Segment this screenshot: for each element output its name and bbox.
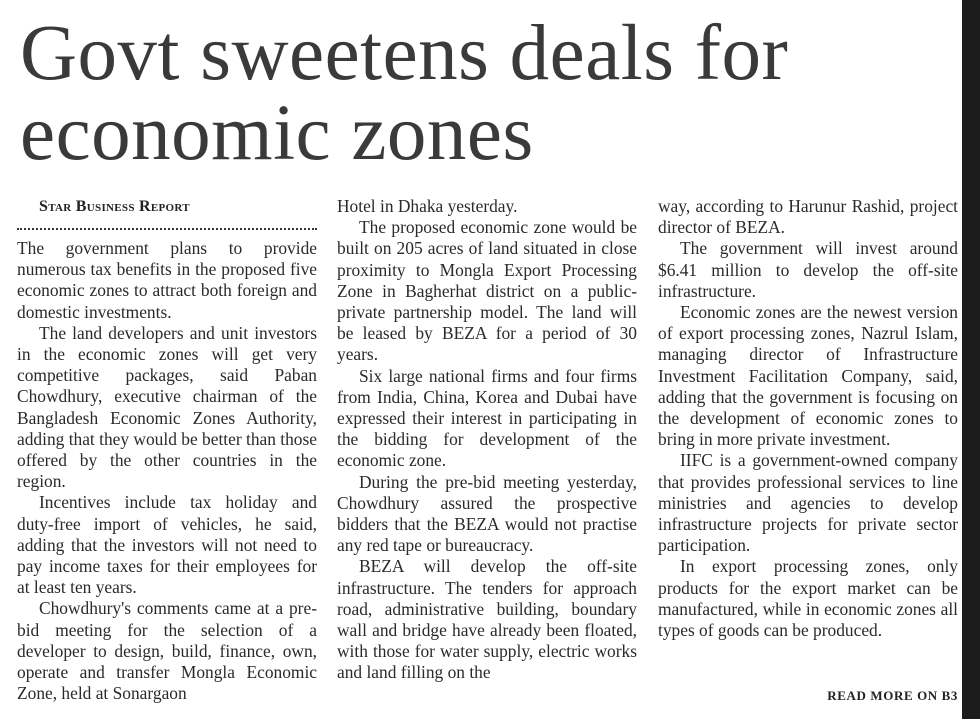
paragraph: The government plans to provide numerous tax benefits in the proposed five economic zones to attract both foreign and domestic investments. — [17, 238, 317, 322]
paragraph: Chowdhury's comments came at a pre-bid meeting for the selection of a developer to design, build, finance, own, operate and transfer Mongla Economic Zone, held at Sonargaon — [17, 598, 317, 704]
paragraph: During the pre-bid meeting yesterday, Chowdhury assured the prospective bidders that the BEZA would not practise any red tape or bureaucracy. — [337, 471, 637, 556]
byline-divider — [17, 220, 317, 230]
paragraph: The land developers and unit investors in the economic zones will get very competitive packages, said Paban Chowdhury, executive chairman of the Bangladesh Economic Zones Authority, adding that they would be better than those offered by the other countries in the region. — [17, 322, 317, 492]
paragraph: The government will invest around $6.41 million to develop the off-site infrastructure. — [658, 238, 958, 301]
article-body — [17, 196, 961, 710]
paragraph: Incentives include tax holiday and duty-free import of vehicles, he said, adding that the investors will not need to pay income taxes for their employees for at least ten years. — [17, 492, 317, 598]
column-2 — [337, 196, 637, 684]
paragraph: Six large national firms and four firms from India, China, Korea and Dubai have expressed their interest in participating in the bidding for development of the economic zone. — [337, 365, 637, 471]
byline: Star Business Report — [39, 198, 190, 215]
paragraph: BEZA will develop the off-site infrastructure. The tenders for approach road, administrative building, boundary wall and bridge have already been floated, with those for water supply, electric works and land filling on the — [337, 556, 637, 683]
read-more-link[interactable]: READ MORE ON B3 — [827, 688, 958, 703]
column-3 — [658, 196, 958, 641]
paragraph: In export processing zones, only products for the export market can be manufactured, while in economic zones all types of goods can be produced. — [658, 556, 958, 641]
paragraph: Hotel in Dhaka yesterday. — [337, 196, 518, 216]
paragraph: way, according to Harunur Rashid, project director of BEZA. — [658, 196, 958, 238]
paragraph: IIFC is a government-owned company that provides professional services to line ministries and agencies to develop infrastructure projects for private sector participation. — [658, 450, 958, 556]
paragraph: Economic zones are the newest version of export processing zones, Nazrul Islam, managing director of Infrastructure Investment Facilitation Company, said, adding that the government is focusing on the development of economic zones to bring in more private investment. — [658, 302, 958, 450]
paragraph: The proposed economic zone would be built on 205 acres of land situated in close proximity to Mongla Export Processing Zone in Bagherhat district on a public-private partnership model. The land will be leased by BEZA for a period of 30 years. — [337, 217, 637, 365]
column-1 — [17, 196, 317, 704]
headline: Govt sweetens deals for economic zones — [20, 10, 789, 177]
page-edge-bar — [962, 0, 980, 719]
